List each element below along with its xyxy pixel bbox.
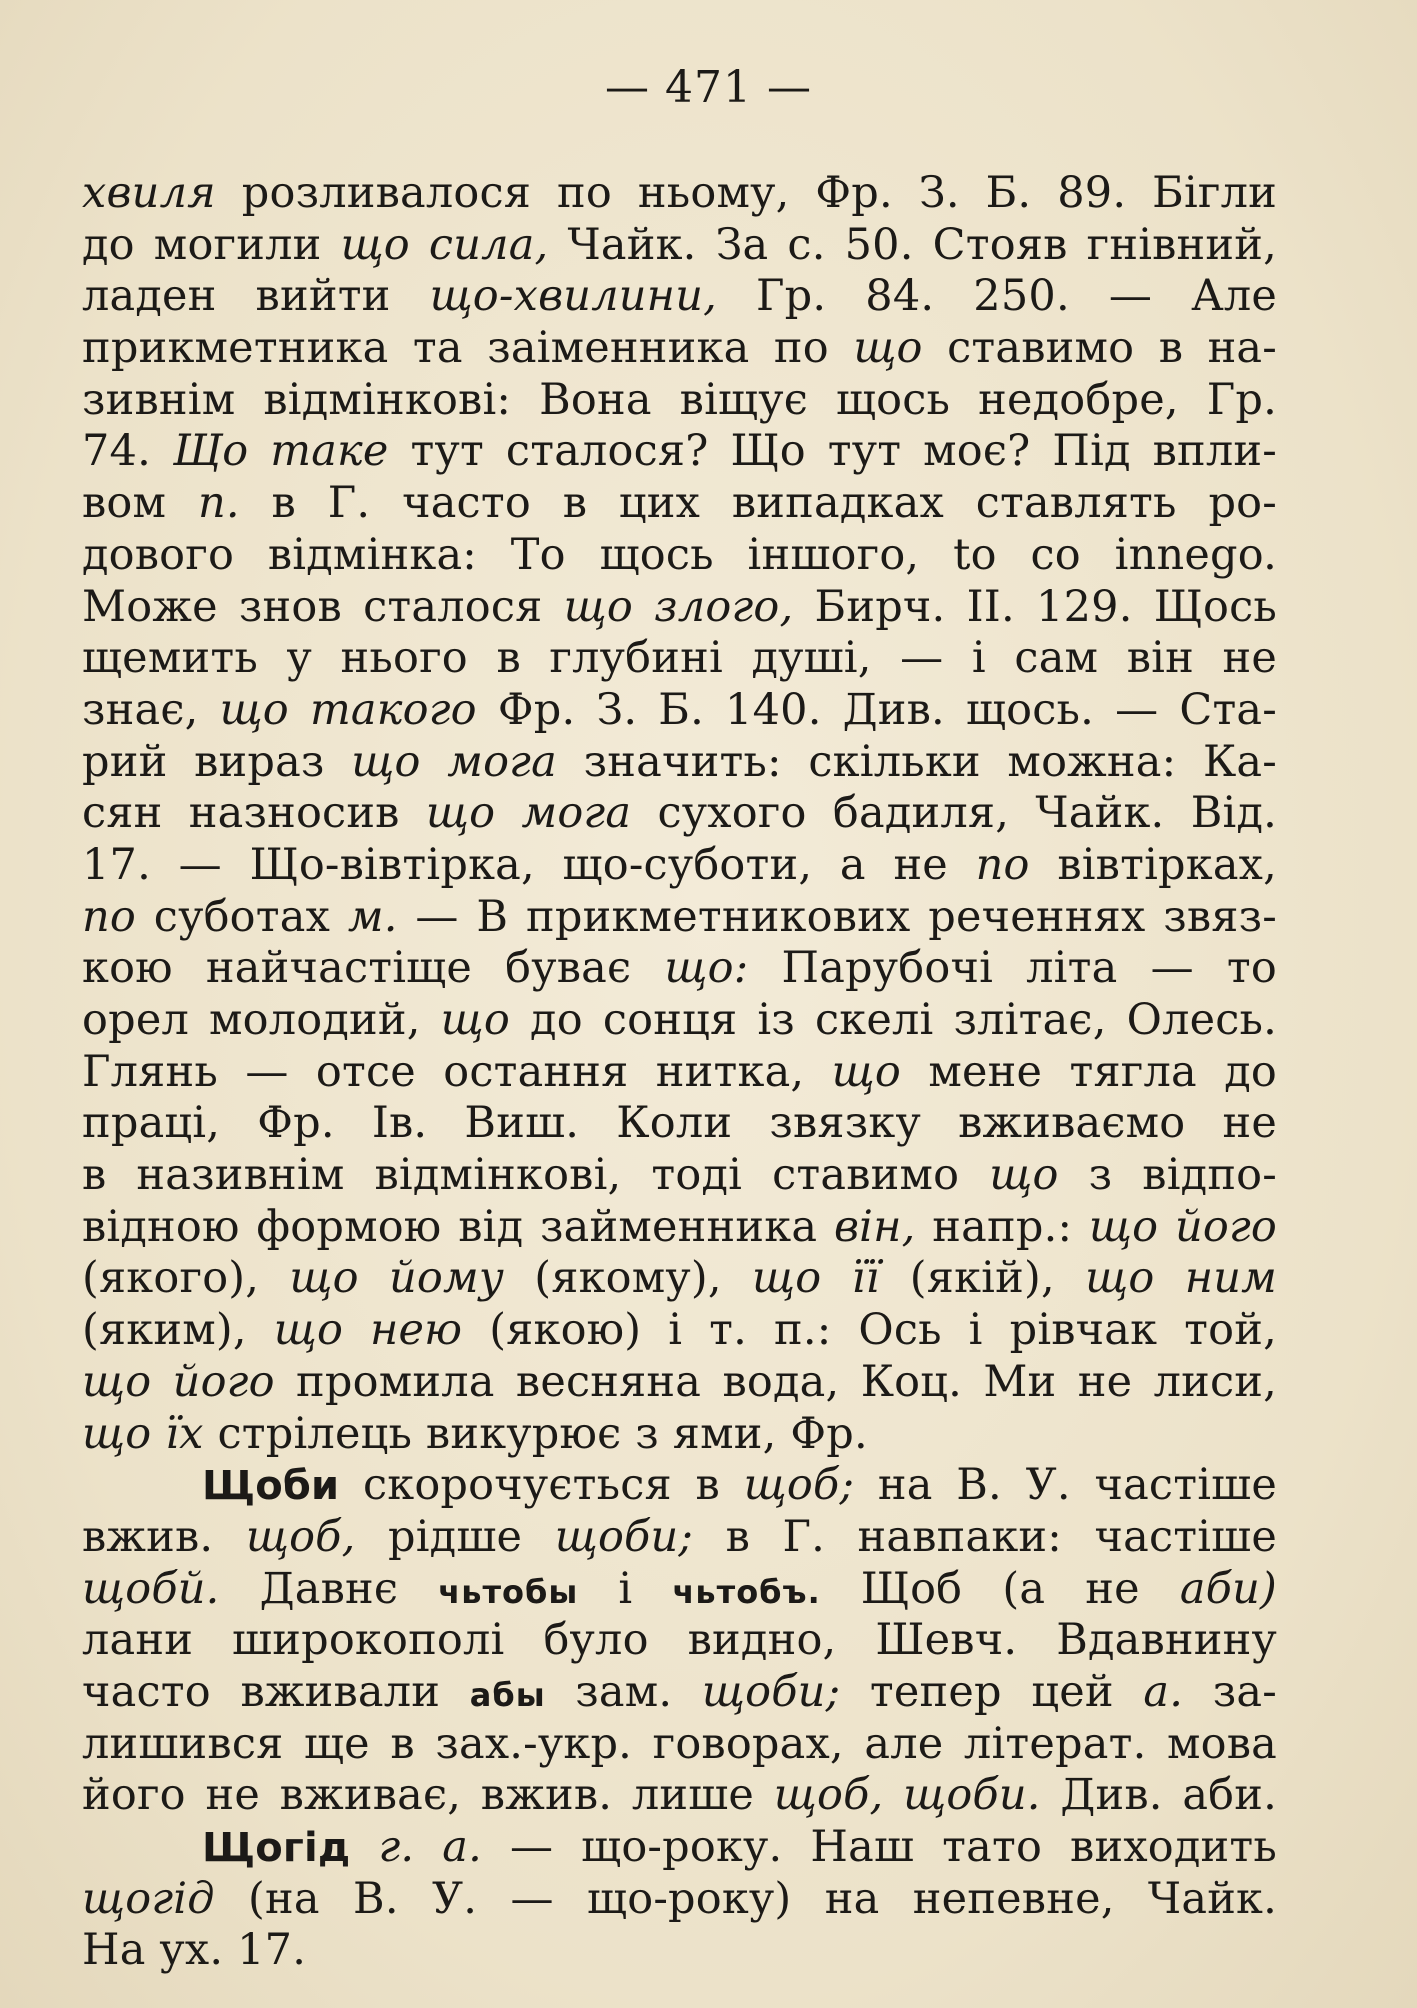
text-run: щемить у нього в глубині душі, — і сам він не [82,633,1277,684]
text-run: відною формою від займенника [82,1201,834,1252]
text-run: зивнім відмінкові: Вона віщує щось недобре, Гр. [82,374,1277,425]
text-line [82,1409,1277,1461]
italic-text: що мога [425,788,632,839]
text-run: в Г. часто в цих випадках ставлять ро- [239,478,1277,529]
italic-text: щогід [82,1873,215,1924]
text-line [82,685,1277,737]
italic-text: Що таке [172,426,389,477]
italic-text: що ним [1085,1253,1277,1304]
text-run: (якою) і т. п.: Ось і рівчак той, [462,1305,1277,1356]
italic-text: щоб, щоби. [773,1770,1041,1821]
text-line [82,840,1277,892]
text-run: орел молодий, [82,995,441,1045]
text-line [82,633,1277,685]
text-line [82,1047,1277,1099]
text-line [82,426,1277,478]
text-run: (якому), [504,1253,753,1304]
text-run: Може знов сталося [82,581,564,632]
text-line [82,530,1277,582]
italic-text: аби) [1179,1563,1277,1614]
italic-text: щоб; [743,1460,855,1511]
text-line [82,1460,1277,1512]
text-run: ладен вийти [82,271,430,322]
text-line [82,478,1277,530]
text-line [82,892,1277,944]
text-line [82,1770,1277,1822]
italic-text: що її [752,1253,880,1304]
text-run: — що-року. Наш тато виходить [481,1822,1277,1872]
entry-headword: Щогід [202,1825,351,1871]
text-run: зам. [545,1666,702,1717]
italic-text: що такого [219,684,477,735]
text-line [82,1150,1277,1202]
text-line [82,582,1277,634]
text-line [82,1719,1277,1771]
text-run: в Г. навпаки: частіше [693,1511,1277,1562]
text-run: (на В. У. — що-року) на непевне, Чайк. [214,1873,1277,1924]
italic-text: що [853,323,923,374]
old-form-text: чьтобъ. [672,1572,821,1611]
text-run: до сонця із скелі злітає, Олесь. [510,995,1277,1045]
italic-text: що йому [289,1253,504,1304]
text-run: сухого бадиля, Чайк. Від. [631,788,1277,839]
italic-text: щобй. [82,1563,220,1614]
text-run: Давнє [219,1563,439,1614]
text-line [82,1874,1277,1926]
text-run: (якого), [82,1253,290,1304]
text-run: розливалося по ньому, Фр. З. Б. 89. Бігли [215,168,1277,218]
text-line [82,1253,1277,1305]
italic-text: по [82,891,136,942]
text-line [82,375,1277,427]
text-run: на В. У. частіше [854,1460,1277,1511]
text-run: На ух. 17. [82,1925,307,1976]
text-run: мене тягла до [901,1046,1277,1097]
text-line [82,1305,1277,1357]
italic-text: що сила, [340,219,549,270]
text-line [82,788,1277,840]
italic-text: що нею [273,1305,463,1356]
italic-text: що мога [351,736,557,787]
text-line [82,943,1277,995]
text-run: 74. [82,426,173,477]
text-run: за- [1183,1666,1277,1717]
italic-text: що-хвилини, [429,271,717,322]
text-run: значить: скільки можна: Ка- [556,736,1277,787]
text-run: 17. — Що-вівтірка, що-суботи, а не [82,839,976,890]
italic-text: що його [1088,1201,1277,1252]
text-run: Глянь — отсе остання нитка, [82,1046,832,1097]
text-run: вом [82,478,198,529]
text-run: в називнім відмінкові, тоді ставимо [82,1150,990,1201]
text-line [82,271,1277,323]
text-run: суботах [135,891,348,942]
text-run: Гр. 84. 250. — Але [716,271,1277,322]
text-run: стрілець викурює з ями, Фр. [203,1408,868,1459]
italic-text: щоб, [245,1511,356,1562]
text-run: до могили [82,219,341,270]
text-line [82,1822,1277,1874]
entry-headword: Щоби [202,1463,340,1510]
text-run: рідше [355,1511,555,1562]
italic-text: що [440,995,511,1045]
text-run: його не вживає, вжив. лише [82,1770,774,1821]
page-number: — 471 — [605,62,812,113]
text-run: (якій), [879,1253,1086,1304]
italic-text: п. [197,478,240,529]
italic-text: по [975,839,1030,890]
text-run: вівтірках, [1029,839,1277,890]
italic-text: що [989,1150,1059,1201]
text-line [82,1564,1277,1616]
text-line [82,1512,1277,1564]
text-run: праці, Фр. Ів. Виш. Коли звязку вживаємо не [82,1098,1277,1149]
text-line [82,737,1277,789]
text-run: прикметника та заіменника по [82,323,854,374]
text-run: (яким), [82,1305,274,1356]
text-line [82,1615,1277,1667]
body-text [82,168,1277,1977]
italic-text: що його [82,1356,275,1407]
text-run: знає, [82,684,220,735]
text-run: дового відмінка: То щось іншого, to co innego. [82,529,1277,580]
text-line [82,1925,1277,1977]
italic-text: що [831,1046,901,1097]
text-run: скорочується в [339,1460,744,1511]
text-run: лани широкополі було видно, Шевч. Вдавнину [82,1615,1277,1666]
text-run: тут сталося? Що тут моє? Під впли- [388,426,1277,477]
italic-text: щоби; [701,1666,841,1717]
text-line [82,1357,1277,1409]
text-line [82,995,1277,1047]
text-run: — В прикметникових реченнях звяз- [397,891,1277,942]
italic-text: що злого, [563,581,794,632]
italic-text: г. а. [378,1822,482,1872]
italic-text: що їх [82,1408,204,1459]
old-form-text: чьтобы [438,1572,579,1611]
italic-text: хвиля [82,168,216,218]
text-run: ставимо в на- [922,323,1277,374]
italic-text: м. [347,891,398,942]
italic-text: що: [664,943,749,994]
text-run [350,1822,378,1872]
text-run: промила весняна вода, Коц. Ми не лиси, [274,1356,1277,1407]
text-line [82,1098,1277,1150]
italic-text: а. [1143,1666,1184,1717]
old-form-text: абы [469,1675,546,1714]
text-run: сян назносив [82,788,426,839]
text-line [82,1667,1277,1719]
text-run: кою найчастіще буває [82,943,665,994]
text-line [82,168,1277,220]
text-run: часто вживали [82,1666,470,1717]
text-run: рий вираз [82,736,352,787]
text-run: напр.: [915,1201,1089,1252]
text-run: і [578,1563,673,1614]
text-run: тепер цей [840,1666,1144,1717]
italic-text: щоби; [554,1511,694,1562]
text-run: Чайк. За с. 50. Стояв гнівний, [548,219,1277,270]
text-line [82,1202,1277,1254]
text-run: Бирч. II. 129. Щось [793,581,1277,632]
text-line [82,323,1277,375]
text-run: Див. аби. [1040,1770,1277,1821]
italic-text: він, [833,1201,916,1252]
text-run: з відпо- [1058,1150,1277,1201]
text-run: Парубочі літа — то [748,943,1277,994]
text-run: лишився ще в зах.-укр. говорах, але літерат. мова [82,1718,1277,1769]
text-run: вжив. [82,1511,246,1562]
text-run: Щоб (а не [820,1563,1180,1614]
text-line [82,220,1277,272]
text-run: Фр. З. Б. 140. Див. щось. — Ста- [476,684,1277,735]
